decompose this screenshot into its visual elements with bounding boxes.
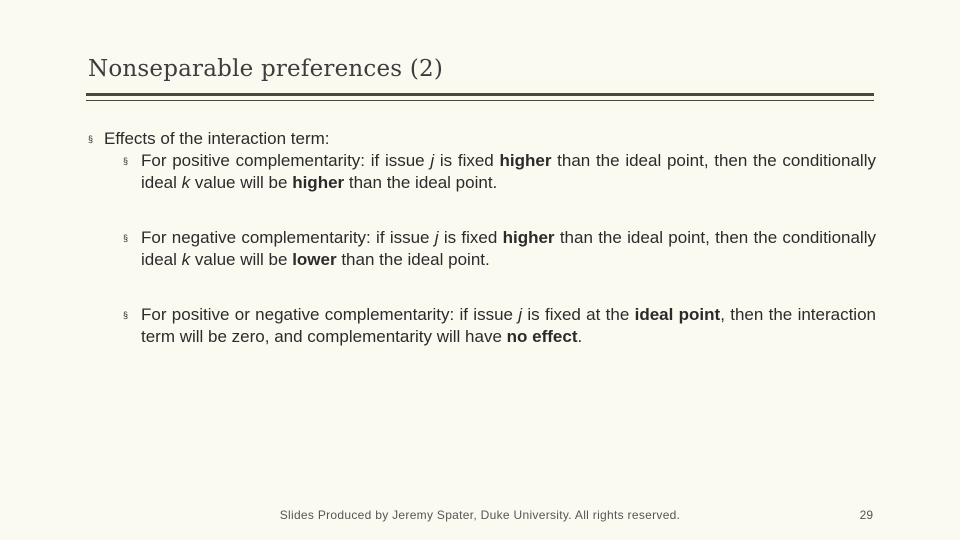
- text-run: value will be: [190, 250, 293, 269]
- variable-j: j: [434, 228, 439, 247]
- text-run: than the ideal point, then the conditionally ideal: [141, 228, 876, 269]
- slide-title: Nonseparable preferences (2): [88, 56, 444, 82]
- text-run: , then the interaction term will be zero, and complementarity will have: [141, 305, 876, 346]
- variable-j: j: [518, 305, 523, 324]
- text-run: For negative complementarity: if issue: [141, 228, 435, 247]
- square-bullet-icon: §: [123, 233, 129, 243]
- text-run: For positive or negative complementarity: if issue: [141, 305, 519, 324]
- variable-k: k: [181, 173, 191, 192]
- emphasis: ideal point: [634, 305, 721, 324]
- emphasis: higher: [292, 173, 345, 192]
- text-run: is fixed: [434, 151, 500, 170]
- bullet-text: Effects of the interaction term:: [104, 129, 330, 148]
- text-run: than the ideal point.: [344, 173, 498, 192]
- square-bullet-icon: §: [88, 134, 94, 144]
- square-bullet-icon: §: [123, 156, 129, 166]
- variable-k: k: [181, 250, 191, 269]
- text-run: than the ideal point, then the conditionally ideal: [141, 151, 876, 192]
- title-rule-thin: [86, 100, 874, 101]
- bullet-level1: [86, 128, 876, 150]
- text-run: is fixed: [438, 228, 503, 247]
- text-run: than the ideal point.: [336, 250, 490, 269]
- text-run: is fixed at the: [522, 305, 635, 324]
- bullet-item-positive: [86, 150, 876, 194]
- page-number: 29: [859, 508, 873, 522]
- title-rule-thick: [86, 93, 874, 96]
- text-run: .: [577, 327, 583, 346]
- footer-credit: Slides Produced by Jeremy Spater, Duke University. All rights reserved.: [279, 508, 681, 522]
- emphasis: higher: [502, 228, 555, 247]
- emphasis: higher: [499, 151, 552, 170]
- square-bullet-icon: §: [123, 310, 129, 320]
- bullet-item-both: [86, 304, 876, 348]
- bullet-item-negative: [86, 227, 876, 271]
- variable-j: j: [430, 151, 435, 170]
- slide-body: [86, 128, 876, 348]
- emphasis: no effect: [506, 327, 578, 346]
- text-run: For positive complementarity: if issue: [141, 151, 431, 170]
- emphasis: lower: [292, 250, 337, 269]
- text-run: value will be: [190, 173, 293, 192]
